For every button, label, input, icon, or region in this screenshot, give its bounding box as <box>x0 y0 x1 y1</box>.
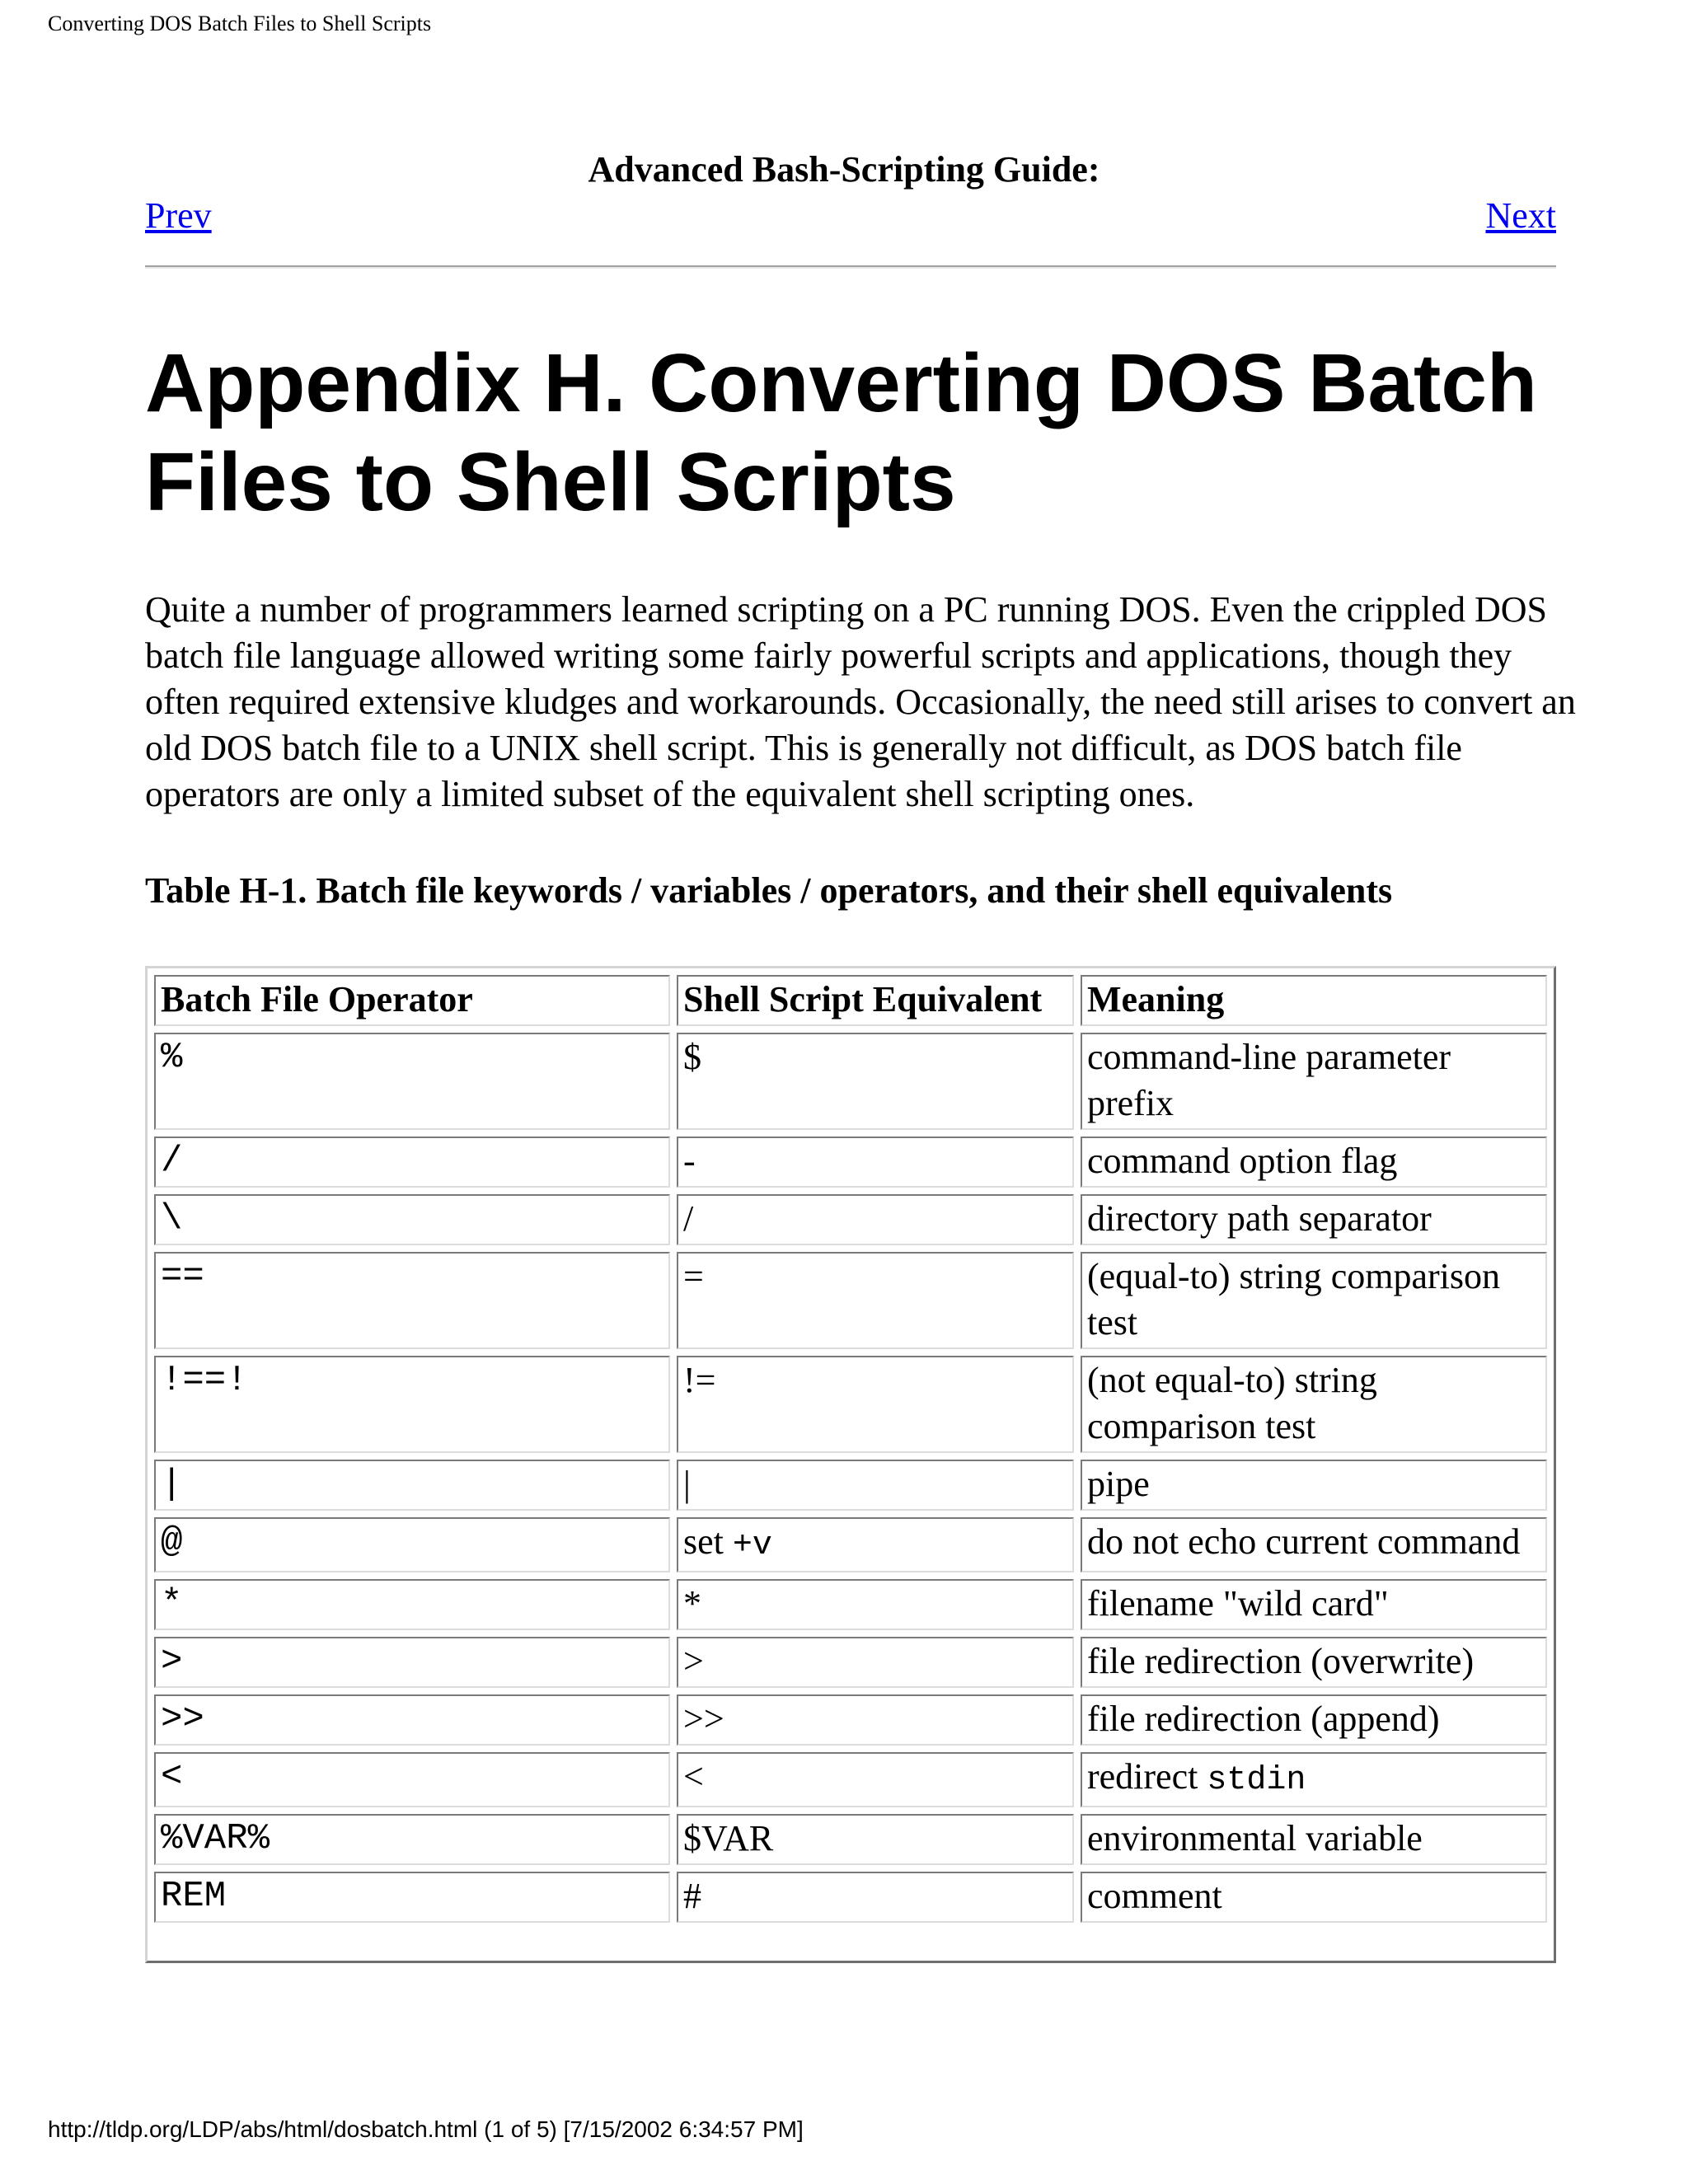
table-row <box>154 1460 1547 1511</box>
intro-paragraph: Quite a number of programmers learned scripting on a PC running DOS. Even the crippled DOS batch file language allowed writing some fairly powerful scripts and applications, though they often required extensive kludges and workarounds. Occasionally, the need still arises to convert an old DOS batch file to a UNIX shell script. This is generally not difficult, as DOS batch file operators are only a limited subset of the equivalent shell scripting ones. <box>145 589 1576 814</box>
batch-operator-cell: !==! <box>154 1356 670 1453</box>
meaning-text: redirect <box>1087 1756 1207 1797</box>
meaning-cell: command-line parameter prefix <box>1081 1033 1547 1130</box>
meaning-cell: environmental variable <box>1081 1814 1547 1865</box>
table-row <box>154 1137 1547 1188</box>
appendix-title: Appendix H. Converting DOS Batch Files to Shell Scripts <box>145 337 1538 528</box>
meaning-code: stdin <box>1207 1762 1306 1799</box>
batch-operator-cell: | <box>154 1460 670 1511</box>
meaning-cell: command option flag <box>1081 1137 1547 1188</box>
batch-operator-cell: * <box>154 1579 670 1630</box>
shell-equivalent-cell: * <box>677 1579 1074 1630</box>
prev-link[interactable]: Prev <box>145 195 212 236</box>
table-row <box>154 1356 1547 1453</box>
meaning-cell: pipe <box>1081 1460 1547 1511</box>
table-row <box>154 1814 1547 1865</box>
table-header-row <box>154 975 1547 1026</box>
header-meaning: Meaning <box>1081 975 1547 1026</box>
next-link[interactable]: Next <box>1485 195 1556 236</box>
table-caption: Table H-1. Batch file keywords / variables / operators, and their shell equivalents <box>145 870 1393 911</box>
meaning-cell: do not echo current command <box>1081 1517 1547 1572</box>
shell-equivalent-cell: # <box>677 1872 1074 1923</box>
shell-equivalent-cell: $ <box>677 1033 1074 1130</box>
page-footer-url: http://tldp.org/LDP/abs/html/dosbatch.html (1 of 5) [7/15/2002 6:34:57 PM] <box>48 2116 804 2142</box>
shell-equivalent-cell: != <box>677 1356 1074 1453</box>
table-row <box>154 1252 1547 1349</box>
table-row <box>154 1033 1547 1130</box>
batch-operator-cell: == <box>154 1252 670 1349</box>
shell-equivalent-cell: < <box>677 1752 1074 1807</box>
shell-equivalent-cell: = <box>677 1252 1074 1349</box>
shell-equivalent-cell: >> <box>677 1694 1074 1746</box>
meaning-cell: filename "wild card" <box>1081 1579 1547 1630</box>
meaning-cell: (equal-to) string comparison test <box>1081 1252 1547 1349</box>
shell-equivalent-cell: / <box>677 1194 1074 1245</box>
operators-table <box>145 966 1556 1963</box>
batch-operator-cell: \ <box>154 1194 670 1245</box>
meaning-cell <box>1081 1752 1547 1807</box>
header-batch-operator: Batch File Operator <box>154 975 670 1026</box>
shell-equivalent-cell: > <box>677 1637 1074 1688</box>
shell-equivalent-cell: - <box>677 1137 1074 1188</box>
table-row <box>154 1637 1547 1688</box>
table-row <box>154 1517 1547 1572</box>
meaning-cell: comment <box>1081 1872 1547 1923</box>
table-row <box>154 1694 1547 1746</box>
batch-operator-cell: < <box>154 1752 670 1807</box>
page-header-title: Converting DOS Batch Files to Shell Scripts <box>48 12 432 35</box>
shell-equivalent-text: set <box>683 1521 733 1562</box>
meaning-cell: directory path separator <box>1081 1194 1547 1245</box>
batch-operator-cell: %VAR% <box>154 1814 670 1865</box>
batch-operator-cell: > <box>154 1637 670 1688</box>
table-row <box>154 1872 1547 1923</box>
meaning-cell: file redirection (append) <box>1081 1694 1547 1746</box>
shell-equivalent-cell <box>677 1517 1074 1572</box>
header-divider <box>145 265 1556 269</box>
shell-equivalent-cell: $VAR <box>677 1814 1074 1865</box>
shell-equivalent-code: +v <box>732 1527 772 1564</box>
guide-title: Advanced Bash-Scripting Guide: <box>588 149 1100 190</box>
batch-operator-cell: % <box>154 1033 670 1130</box>
batch-operator-cell: @ <box>154 1517 670 1572</box>
table-row <box>154 1194 1547 1245</box>
table-row <box>154 1579 1547 1630</box>
batch-operator-cell: >> <box>154 1694 670 1746</box>
meaning-cell: file redirection (overwrite) <box>1081 1637 1547 1688</box>
header-shell-equivalent: Shell Script Equivalent <box>677 975 1074 1026</box>
batch-operator-cell: / <box>154 1137 670 1188</box>
batch-operator-cell: REM <box>154 1872 670 1923</box>
meaning-cell: (not equal-to) string comparison test <box>1081 1356 1547 1453</box>
table-row <box>154 1752 1547 1807</box>
shell-equivalent-cell: | <box>677 1460 1074 1511</box>
